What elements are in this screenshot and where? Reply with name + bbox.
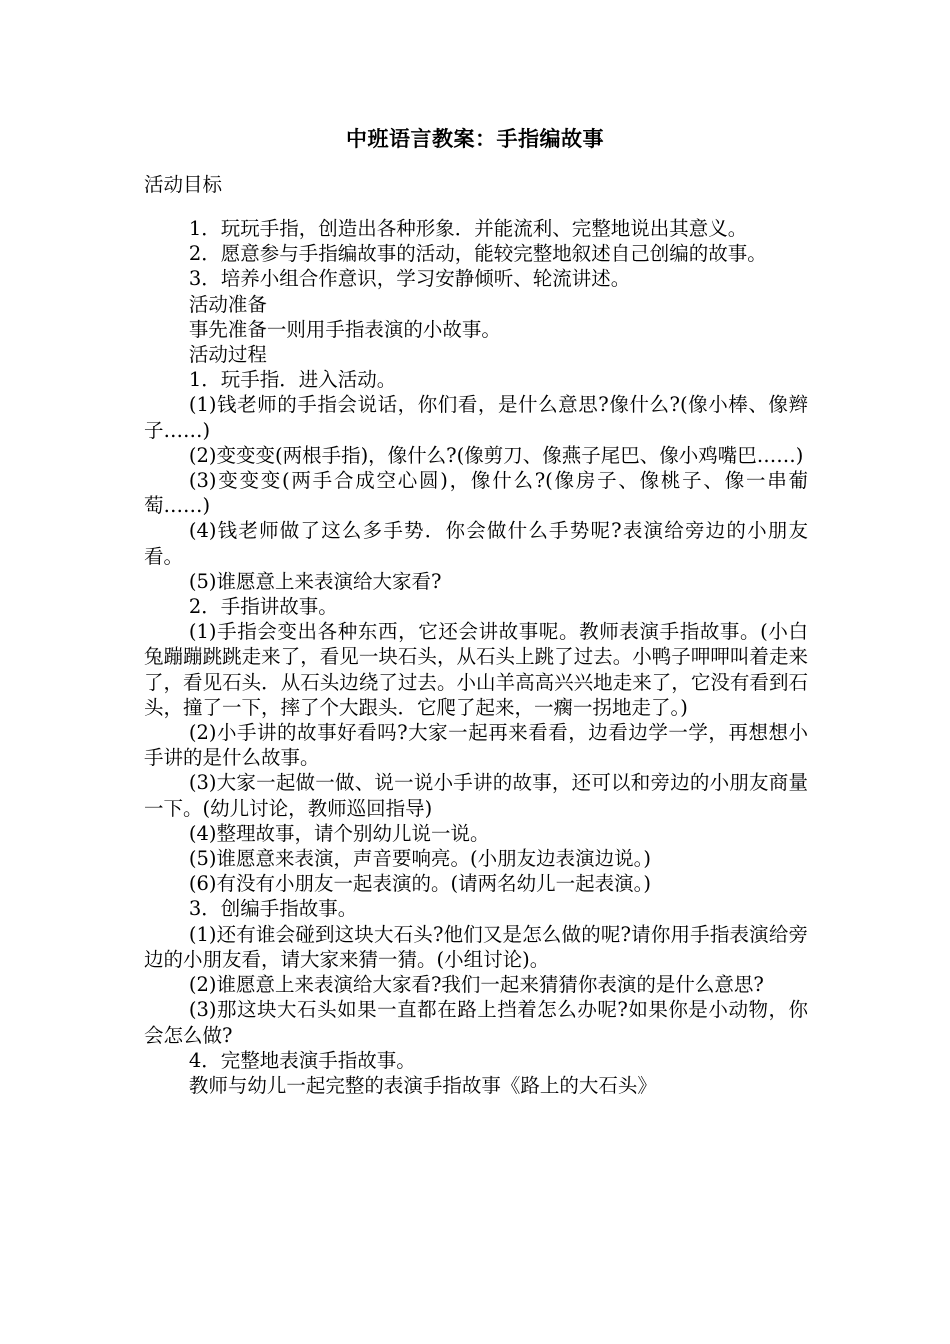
section-heading: 活动目标 xyxy=(144,173,223,196)
paragraph: 3．创编手指故事。 xyxy=(188,897,358,921)
paragraph: (6)有没有小朋友一起表演的。(请两名幼儿一起表演。) xyxy=(188,872,651,896)
paragraph: (3)那这块大石头如果一直都在路上挡着怎么办呢?如果你是小动物，你会怎么做? xyxy=(144,998,808,1047)
subheading: 活动过程 xyxy=(188,343,267,367)
paragraph: 教师与幼儿一起完整的表演手指故事《路上的大石头》 xyxy=(188,1073,657,1097)
paragraph: (4)钱老师做了这么多手势．你会做什么手势呢?表演给旁边的小朋友看。 xyxy=(144,519,808,568)
document-title: 中班语言教案：手指编故事 xyxy=(346,126,604,151)
paragraph: 3．培养小组合作意识，学习安静倾听、轮流讲述。 xyxy=(188,267,631,291)
paragraph: (5)谁愿意上来表演给大家看? xyxy=(188,569,442,593)
paragraph: (2)小手讲的故事好看吗?大家一起再来看看，边看边学一学，再想想小手讲的是什么故事。 xyxy=(144,721,808,770)
paragraph: (3)变变变(两手合成空心圆)，像什么?(像房子、像桃子、像一串葡萄……) xyxy=(144,469,808,518)
paragraph: (2)谁愿意上来表演给大家看?我们一起来猜猜你表演的是什么意思? xyxy=(188,973,764,997)
paragraph: (1)钱老师的手指会说话，你们看，是什么意思?像什么?(像小棒、像辫子……) xyxy=(144,393,808,442)
subheading: 活动准备 xyxy=(188,292,267,316)
paragraph: (2)变变变(两根手指)，像什么?(像剪刀、像燕子尾巴、像小鸡嘴巴……) xyxy=(188,443,804,467)
paragraph: 事先准备一则用手指表演的小故事。 xyxy=(188,317,501,341)
paragraph: 4．完整地表演手指故事。 xyxy=(188,1048,416,1072)
paragraph: 2．愿意参与手指编故事的活动，能较完整地叙述自己创编的故事。 xyxy=(188,242,767,266)
paragraph: 2．手指讲故事。 xyxy=(188,595,338,619)
paragraph: (1)手指会变出各种东西，它还会讲故事呢。教师表演手指故事。(小白兔蹦蹦跳跳走来了，看见一块石头，从石头上跳了过去。小鸭子呷呷叫着走来了，看见石头．从石头边绕了过去。小山羊高高兴兴地走来了，它没有看到石头，撞了一下，摔了个大跟头．它爬了起来，一瘸一拐地走了。) xyxy=(144,620,808,719)
paragraph: 1．玩手指．进入活动。 xyxy=(188,368,397,392)
document-body xyxy=(144,216,808,1098)
paragraph: (3)大家一起做一做、说一说小手讲的故事，还可以和旁边的小朋友商量一下。(幼儿讨论，教师巡回指导) xyxy=(144,771,808,820)
paragraph: (5)谁愿意来表演，声音要响亮。(小朋友边表演边说。) xyxy=(188,847,651,871)
paragraph: (1)还有谁会碰到这块大石头?他们又是怎么做的呢?请你用手指表演给旁边的小朋友看，请大家来猜一猜。(小组讨论)。 xyxy=(144,922,808,971)
paragraph: 1．玩玩手指，创造出各种形象．并能流利、完整地说出其意义。 xyxy=(188,217,748,240)
paragraph: (4)整理故事，请个别幼儿说一说。 xyxy=(188,821,490,845)
